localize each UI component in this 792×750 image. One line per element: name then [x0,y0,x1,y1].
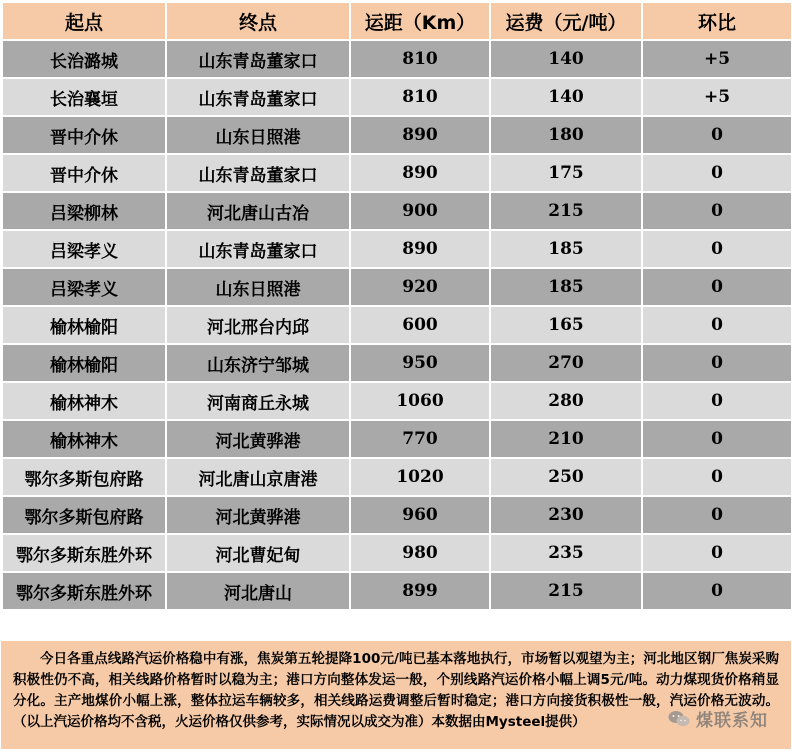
watermark-text: 煤联系知 [696,711,768,731]
cell-freight-fee: 280 [490,382,642,420]
cell-distance: 980 [350,534,490,572]
cell-distance: 810 [350,78,490,116]
cell-distance: 900 [350,192,490,230]
cell-freight-fee: 235 [490,534,642,572]
cell-change: 0 [642,572,792,610]
cell-distance: 899 [350,572,490,610]
table-body [2,40,792,610]
cell-destination: 河北曹妃甸 [166,534,350,572]
cell-origin: 榆林榆阳 [2,306,166,344]
cell-change: 0 [642,382,792,420]
cell-freight-fee: 140 [490,40,642,78]
header-change: 环比 [642,2,792,40]
cell-change: 0 [642,458,792,496]
cell-destination: 河南商丘永城 [166,382,350,420]
cell-destination: 河北邢台内邱 [166,306,350,344]
cell-freight-fee: 210 [490,420,642,458]
cell-origin: 鄂尔多斯包府路 [2,496,166,534]
cell-origin: 晋中介休 [2,154,166,192]
cell-freight-fee: 185 [490,230,642,268]
cell-distance: 960 [350,496,490,534]
cell-destination: 河北唐山 [166,572,350,610]
cell-destination: 河北唐山京唐港 [166,458,350,496]
table-row [2,344,792,382]
cell-origin: 吕梁孝义 [2,268,166,306]
cell-distance: 770 [350,420,490,458]
cell-distance: 920 [350,268,490,306]
cell-freight-fee: 215 [490,572,642,610]
cell-destination: 河北唐山古冶 [166,192,350,230]
cell-distance: 950 [350,344,490,382]
cell-destination: 山东日照港 [166,116,350,154]
cell-origin: 榆林神木 [2,420,166,458]
cell-freight-fee: 270 [490,344,642,382]
table-row [2,40,792,78]
cell-change: 0 [642,192,792,230]
market-commentary: 今日各重点线路汽运价格稳中有涨，焦炭第五轮提降100元/吨已基本落地执行，市场暂以观望为主；河北地区钢厂焦炭采购积极性仍不高，相关线路价格暂时以稳为主；港口方向整体发运一般，个别线路汽运价格小幅上调5元/吨。动力煤现货价格稍显分化。主产地煤价小幅上涨，整体拉运车辆较多，相关线路运费调整后暂时稳定；港口方向接货积极性一般，汽运价格无波动。（以上汽运价格均不含税，火运价格仅供参考，实际情况以成交为准）本数据由Mysteel提供） [1,641,791,749]
cell-change: 0 [642,268,792,306]
table-row [2,78,792,116]
table-row [2,268,792,306]
cell-origin: 吕梁孝义 [2,230,166,268]
cell-freight-fee: 230 [490,496,642,534]
table-row [2,534,792,572]
cell-destination: 山东青岛董家口 [166,78,350,116]
wechat-logo-icon [668,710,690,728]
cell-change: 0 [642,116,792,154]
table-row [2,230,792,268]
cell-change: +5 [642,40,792,78]
cell-distance: 810 [350,40,490,78]
table-row [2,420,792,458]
watermark [668,706,768,731]
cell-origin: 晋中介休 [2,116,166,154]
cell-change: 0 [642,420,792,458]
cell-origin: 鄂尔多斯东胜外环 [2,534,166,572]
header-origin: 起点 [2,2,166,40]
cell-distance: 890 [350,154,490,192]
header-destination: 终点 [166,2,350,40]
table-row [2,382,792,420]
cell-change: 0 [642,496,792,534]
table-row [2,154,792,192]
cell-destination: 山东青岛董家口 [166,230,350,268]
header-distance: 运距（Km） [350,2,490,40]
cell-origin: 榆林榆阳 [2,344,166,382]
cell-distance: 1020 [350,458,490,496]
cell-destination: 山东青岛董家口 [166,154,350,192]
table-row [2,192,792,230]
cell-destination: 河北黄骅港 [166,420,350,458]
cell-change: 0 [642,154,792,192]
table-row [2,572,792,610]
cell-origin: 鄂尔多斯包府路 [2,458,166,496]
table-row [2,496,792,534]
table-row [2,116,792,154]
cell-origin: 长治襄垣 [2,78,166,116]
cell-freight-fee: 140 [490,78,642,116]
table-row [2,458,792,496]
cell-freight-fee: 185 [490,268,642,306]
header-freight-fee: 运费（元/吨） [490,2,642,40]
cell-freight-fee: 175 [490,154,642,192]
cell-destination: 山东青岛董家口 [166,40,350,78]
cell-freight-fee: 180 [490,116,642,154]
cell-origin: 榆林神木 [2,382,166,420]
cell-freight-fee: 250 [490,458,642,496]
cell-destination: 河北黄骅港 [166,496,350,534]
cell-freight-fee: 165 [490,306,642,344]
cell-distance: 600 [350,306,490,344]
cell-change: 0 [642,230,792,268]
freight-rate-table [1,1,792,611]
cell-distance: 1060 [350,382,490,420]
cell-change: 0 [642,306,792,344]
cell-destination: 山东日照港 [166,268,350,306]
cell-origin: 长治潞城 [2,40,166,78]
cell-freight-fee: 215 [490,192,642,230]
table-header-row [2,2,792,40]
cell-change: 0 [642,534,792,572]
cell-origin: 吕梁柳林 [2,192,166,230]
cell-destination: 山东济宁邹城 [166,344,350,382]
cell-change: +5 [642,78,792,116]
table-row [2,306,792,344]
cell-origin: 鄂尔多斯东胜外环 [2,572,166,610]
cell-distance: 890 [350,230,490,268]
cell-change: 0 [642,344,792,382]
cell-distance: 890 [350,116,490,154]
